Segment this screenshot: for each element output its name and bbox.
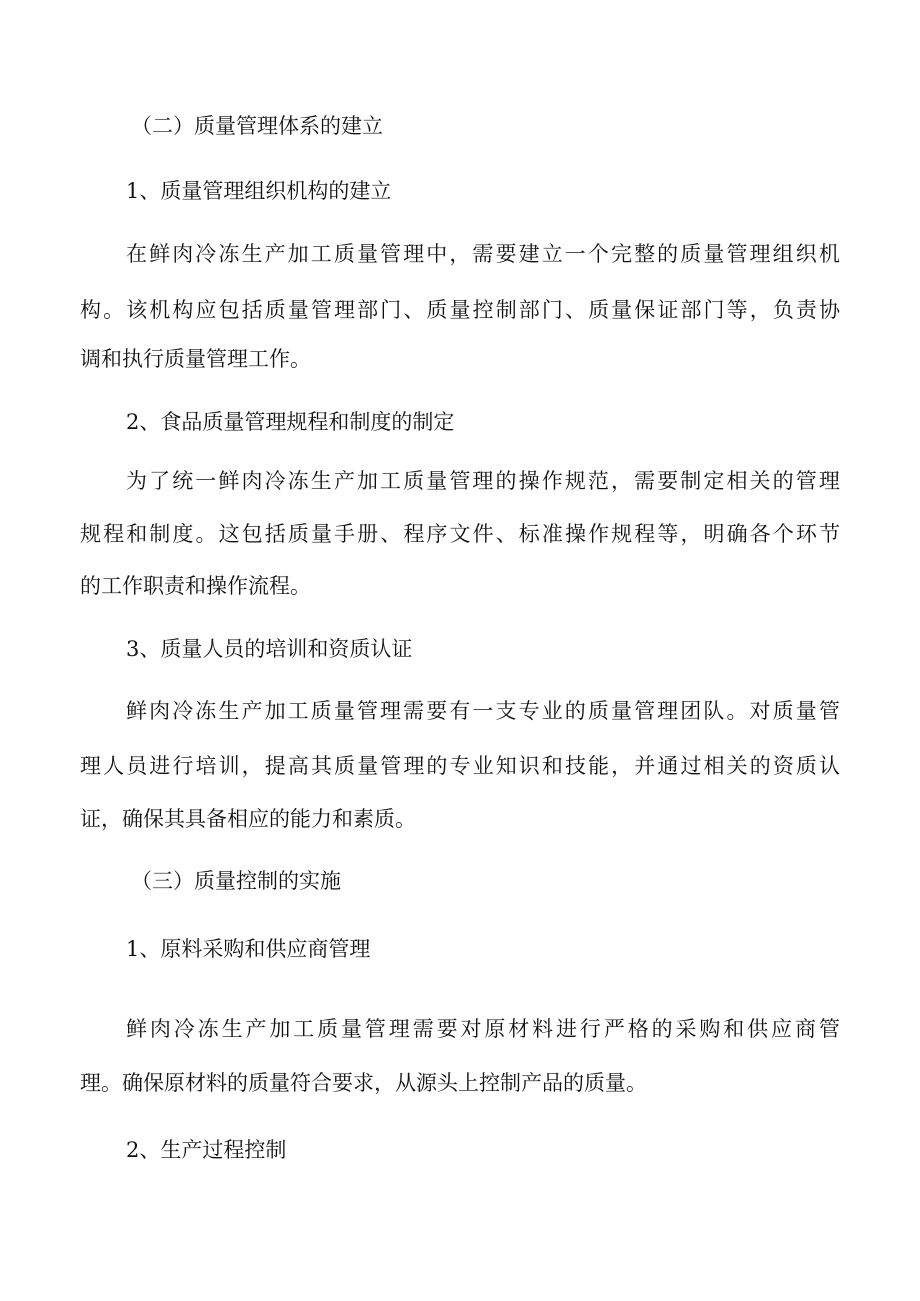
glyph: 协 [819,298,840,322]
glyph: 产 [245,1017,267,1041]
glyph: 件 [472,522,494,546]
glyph: 加 [287,242,309,266]
glyph: 管 [364,1017,386,1041]
glyph: 冻 [287,469,309,493]
glyph: 的 [426,754,448,778]
glyph: 括 [264,522,286,546]
glyph: 严 [603,1017,625,1041]
glyph: 理 [403,754,425,778]
glyph: 定 [703,469,725,493]
glyph: 程 [403,522,425,546]
glyph: 产 [333,469,355,493]
glyph: 产 [241,699,263,723]
section-heading: （三）质量控制的实施 [131,869,341,893]
glyph: 应 [771,1017,793,1041]
subsection-heading: 3、质量人员的培训和资质认证 [126,637,413,661]
glyph: 制 [495,298,517,322]
glyph: 知 [495,754,517,778]
subsection-heading: 2、生产过程控制 [126,1138,287,1162]
glyph: 原 [484,1017,506,1041]
glyph: 了 [149,469,171,493]
glyph: 包 [218,298,240,322]
glyph: 理 [334,298,356,322]
glyph: 购 [699,1017,721,1041]
glyph: 管 [818,1017,840,1041]
glyph: 明 [703,522,725,546]
glyph: 控 [472,298,494,322]
glyph: 质 [264,298,286,322]
glyph: 管 [449,469,471,493]
glyph: 机 [149,298,171,322]
section-heading: （二）质量管理体系的建立 [131,114,383,138]
glyph: 要 [436,1017,458,1041]
glyph: 队 [703,699,725,723]
subsection-heading: 1、原料采购和供应商管理 [126,937,371,961]
glyph: 负 [772,298,794,322]
glyph: 构 [80,298,101,322]
glyph: 规 [80,522,101,546]
glyph: 质 [333,242,355,266]
glyph: 的 [651,1017,673,1041]
glyph: 、 [403,298,425,322]
glyph: 管 [726,242,748,266]
glyph: 制 [680,469,702,493]
glyph: 供 [747,1017,769,1041]
paragraph-line [80,520,840,548]
glyph: 冻 [218,242,240,266]
glyph: 需 [634,469,656,493]
glyph: 员 [126,754,148,778]
glyph: 理 [403,242,425,266]
paragraph-line: 调和执行质量管理工作。 [80,347,311,371]
glyph: 个 [587,242,609,266]
glyph: ， [610,469,632,493]
glyph: 鲜 [149,242,171,266]
paragraph-line: 理。确保原材料的质量符合要求，从源头上控制产品的质量。 [80,1071,647,1095]
glyph: 括 [241,298,263,322]
glyph: 规 [611,522,633,546]
glyph: 门 [541,298,563,322]
glyph: 门 [703,298,725,322]
glyph: 量 [611,298,633,322]
glyph: 部 [357,298,379,322]
glyph: 其 [310,754,332,778]
glyph: 这 [218,522,240,546]
glyph: 资 [772,754,794,778]
glyph: 量 [795,699,817,723]
glyph: 质 [680,242,702,266]
glyph: 加 [264,699,286,723]
glyph: 通 [657,754,679,778]
glyph: 。 [726,699,748,723]
glyph: 理 [818,469,840,493]
glyph: 操 [564,522,586,546]
glyph: 证 [657,298,679,322]
glyph: 。 [195,522,217,546]
glyph: 部 [680,298,702,322]
glyph: 应 [195,298,217,322]
paragraph-line [126,1015,840,1043]
glyph: 对 [460,1017,482,1041]
glyph: 该 [126,298,148,322]
glyph: 对 [749,699,771,723]
glyph: 量 [703,242,725,266]
glyph: 关 [726,754,748,778]
subsection-heading: 1、质量管理组织机构的建立 [126,179,392,203]
glyph: 和 [541,754,563,778]
glyph: 鲜 [126,1017,147,1041]
glyph: 范 [587,469,609,493]
glyph: 团 [680,699,702,723]
glyph: 肉 [149,699,171,723]
glyph: 管 [380,754,402,778]
glyph: 理 [749,242,771,266]
glyph: 的 [495,469,517,493]
glyph: 等 [657,522,679,546]
glyph: 鲜 [126,699,147,723]
glyph: 相 [726,469,748,493]
glyph: 能 [588,754,610,778]
glyph: 管 [310,298,332,322]
glyph: 个 [772,522,794,546]
glyph: 一 [195,469,217,493]
glyph: 冷 [195,242,217,266]
glyph: 专 [518,699,540,723]
glyph: 相 [703,754,725,778]
glyph: 的 [657,242,679,266]
glyph: 加 [269,1017,291,1041]
glyph: 的 [749,754,771,778]
glyph: 生 [218,699,240,723]
glyph: 冻 [197,1017,219,1041]
glyph: 专 [449,754,471,778]
paragraph-line [80,752,840,780]
glyph: 行 [172,754,194,778]
glyph: 理 [388,1017,410,1041]
glyph: 并 [634,754,656,778]
glyph: 冷 [173,1017,195,1041]
glyph: 环 [795,522,817,546]
glyph: 支 [495,699,517,723]
glyph: ， [680,522,702,546]
glyph: 量 [287,298,309,322]
glyph: 识 [518,754,540,778]
glyph: 质 [403,469,425,493]
glyph: 工 [380,469,402,493]
glyph: 程 [634,522,656,546]
glyph: 手 [334,522,356,546]
glyph: 质 [334,754,356,778]
glyph: 工 [287,699,309,723]
glyph: 高 [287,754,309,778]
glyph: 质 [426,298,448,322]
glyph: 、 [380,522,402,546]
glyph: 序 [426,522,448,546]
glyph: 量 [356,242,378,266]
glyph: 质 [772,699,794,723]
glyph: 关 [749,469,771,493]
glyph: 规 [564,469,586,493]
glyph: 生 [241,242,263,266]
glyph: 理 [380,699,402,723]
subsection-heading: 2、食品质量管理规程和制度的制定 [126,410,455,434]
glyph: 理 [472,469,494,493]
glyph: 为 [126,469,147,493]
glyph: 和 [126,522,148,546]
glyph: 理 [80,754,101,778]
glyph: 在 [126,242,147,266]
glyph: 量 [310,522,332,546]
glyph: 组 [772,242,794,266]
glyph: 采 [675,1017,697,1041]
glyph: 完 [610,242,632,266]
glyph: 操 [518,469,540,493]
glyph: 加 [356,469,378,493]
glyph: 标 [518,522,540,546]
glyph: 训 [218,754,240,778]
glyph: 制 [149,522,171,546]
glyph: 管 [795,469,817,493]
glyph: 质 [287,522,309,546]
glyph: 需 [472,242,494,266]
glyph: 要 [426,699,448,723]
glyph: 责 [795,298,817,322]
glyph: 准 [541,522,563,546]
glyph: 材 [508,1017,530,1041]
glyph: 工 [293,1017,315,1041]
glyph: 织 [795,242,817,266]
glyph: 的 [772,469,794,493]
glyph: 、 [495,522,517,546]
glyph: 作 [541,469,563,493]
glyph: 过 [680,754,702,778]
glyph: 冻 [195,699,217,723]
glyph: 格 [627,1017,649,1041]
glyph: 文 [449,522,471,546]
glyph: ， [449,242,471,266]
glyph: 进 [149,754,171,778]
paragraph-line [126,697,840,725]
glyph: 中 [426,242,448,266]
glyph: ， [749,298,771,322]
glyph: 管 [356,699,378,723]
glyph: 、 [564,298,586,322]
glyph: 需 [412,1017,434,1041]
glyph: 产 [264,242,286,266]
glyph: 生 [221,1017,243,1041]
glyph: 需 [403,699,425,723]
glyph: 量 [333,699,355,723]
glyph: 一 [564,242,586,266]
glyph: 节 [819,522,840,546]
glyph: 鲜 [218,469,240,493]
glyph: ， [241,754,263,778]
glyph: 量 [357,754,379,778]
glyph: 度 [172,522,194,546]
glyph: 一 [472,699,494,723]
glyph: 质 [317,1017,339,1041]
glyph: 的 [564,699,586,723]
paragraph-line [126,240,840,268]
glyph: 质 [588,298,610,322]
glyph: 业 [472,754,494,778]
glyph: 理 [657,699,679,723]
glyph: 质 [587,699,609,723]
glyph: 管 [634,699,656,723]
glyph: 技 [564,754,586,778]
glyph: 包 [241,522,263,546]
glyph: 等 [726,298,748,322]
glyph: 料 [532,1017,554,1041]
glyph: 质 [795,754,817,778]
glyph: 工 [310,242,332,266]
glyph: 人 [103,754,125,778]
paragraph-line: 证，确保其具备相应的能力和素质。 [80,807,416,831]
glyph: 量 [610,699,632,723]
glyph: 认 [819,754,840,778]
glyph: 生 [310,469,332,493]
paragraph-line [126,467,840,495]
glyph: 建 [518,242,540,266]
glyph: 构 [172,298,194,322]
glyph: ， [611,754,633,778]
glyph: 册 [357,522,379,546]
glyph: 商 [794,1017,816,1041]
glyph: 量 [449,298,471,322]
glyph: 管 [818,699,840,723]
glyph: 冷 [172,699,194,723]
glyph: 统 [172,469,194,493]
glyph: 和 [723,1017,745,1041]
glyph: 确 [726,522,748,546]
glyph: 肉 [172,242,194,266]
glyph: 整 [634,242,656,266]
glyph: 门 [380,298,402,322]
glyph: 进 [556,1017,578,1041]
paragraph-line [80,296,840,324]
glyph: 量 [426,469,448,493]
glyph: 各 [749,522,771,546]
glyph: 立 [541,242,563,266]
glyph: 业 [541,699,563,723]
paragraph-line: 的工作职责和操作流程。 [80,574,311,598]
glyph: 肉 [241,469,263,493]
glyph: 作 [588,522,610,546]
glyph: 机 [818,242,840,266]
glyph: 要 [495,242,517,266]
glyph: 提 [264,754,286,778]
glyph: 培 [195,754,217,778]
glyph: 程 [103,522,125,546]
glyph: 行 [579,1017,601,1041]
glyph: 要 [657,469,679,493]
glyph: 肉 [149,1017,171,1041]
glyph: 有 [449,699,471,723]
glyph: 保 [634,298,656,322]
glyph: 量 [341,1017,363,1041]
glyph: 质 [310,699,332,723]
glyph: 。 [103,298,125,322]
glyph: 管 [380,242,402,266]
glyph: 部 [518,298,540,322]
glyph: 冷 [264,469,286,493]
